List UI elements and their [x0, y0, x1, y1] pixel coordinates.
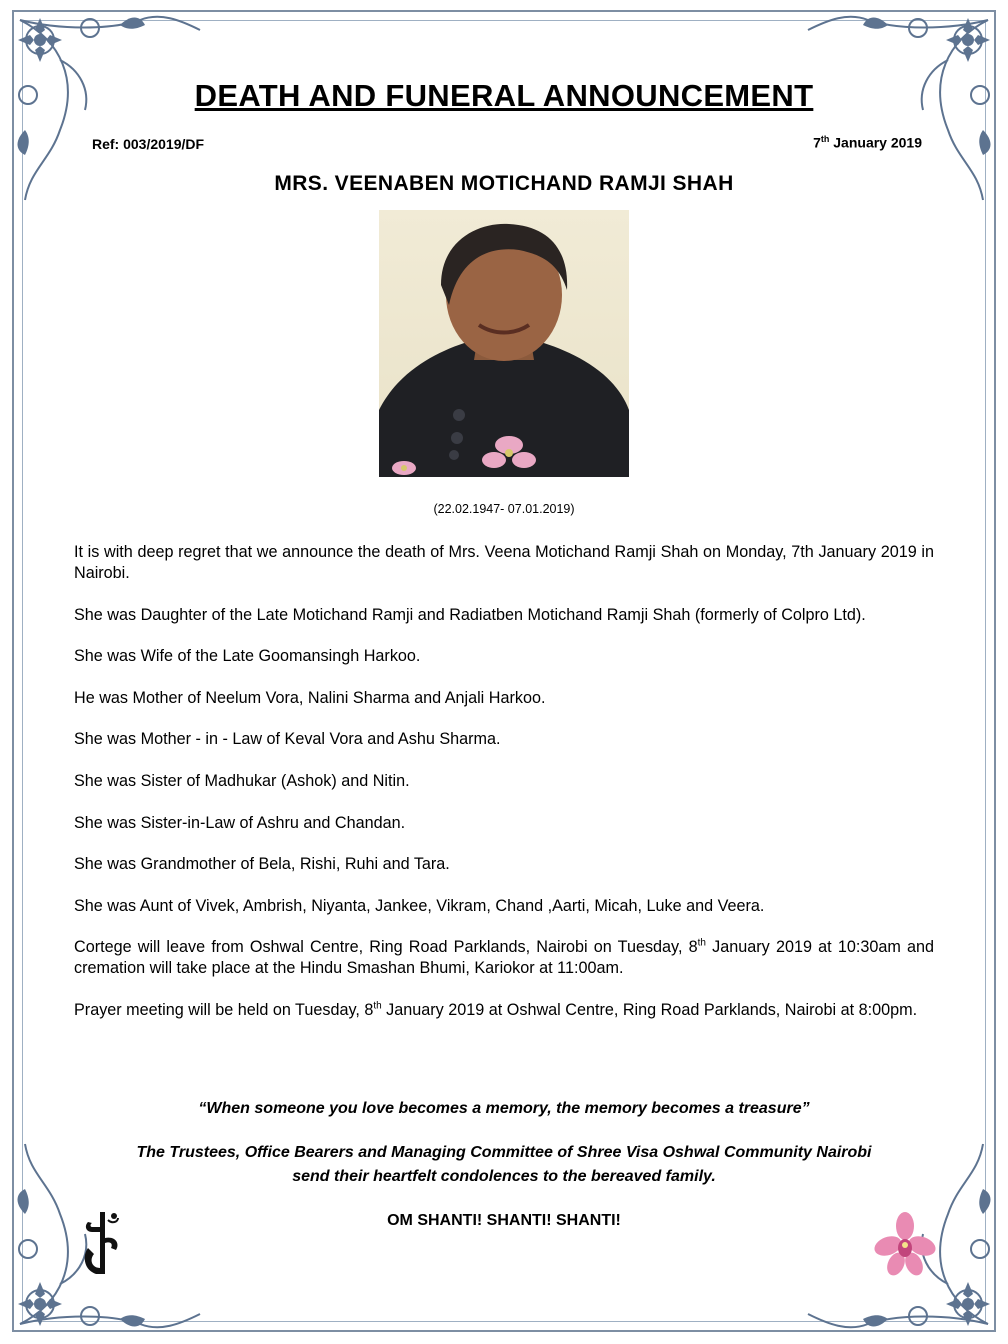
- date-suffix: th: [820, 134, 830, 144]
- paragraph-grandmother: She was Grandmother of Bela, Rishi, Ruhi and Tara.: [74, 855, 450, 874]
- paragraph-wife: She was Wife of the Late Goomansingh Harkoo.: [74, 647, 421, 666]
- date-day: 7: [813, 134, 821, 151]
- om-shanti: OM SHANTI! SHANTI! SHANTI!: [387, 1212, 621, 1229]
- cortege-sup: th: [697, 937, 706, 949]
- deceased-name: MRS. VEENABEN MOTICHAND RAMJI SHAH: [274, 172, 734, 195]
- cortege-text-a: Cortege will leave from Oshwal Centre, Ring Road Parklands, Nairobi on Tuesday, 8: [74, 938, 698, 957]
- condolence-message: [0, 1141, 1008, 1189]
- prayer-text-b: January 2019 at Oshwal Centre, Ring Road Parklands, Nairobi at 8:00pm.: [381, 1000, 918, 1019]
- announcement-body: [74, 542, 934, 1042]
- paragraph-daughter: She was Daughter of the Late Motichand Ramji and Radiatben Motichand Ramji Shah (formerly of Colpro Ltd).: [74, 605, 866, 624]
- condolence-line-2: send their heartfelt condolences to the bereaved family.: [292, 1168, 716, 1185]
- paragraph-sister: She was Sister of Madhukar (Ashok) and Nitin.: [74, 771, 410, 790]
- condolence-line-1: The Trustees, Office Bearers and Managing Committee of Shree Visa Oshwal Community Nairobi: [136, 1144, 872, 1161]
- life-dates: (22.02.1947- 07.01.2019): [433, 502, 575, 516]
- announcement-date: [813, 134, 922, 151]
- date-rest: January 2019: [829, 134, 922, 151]
- paragraph-mother-in-law: She was Mother - in - Law of Keval Vora and Ashu Sharma.: [74, 730, 501, 749]
- announcement-title: DEATH AND FUNERAL ANNOUNCEMENT: [194, 78, 814, 113]
- paragraph-sister-in-law: She was Sister-in-Law of Ashru and Chandan.: [74, 813, 406, 832]
- prayer-sup: th: [373, 1000, 382, 1012]
- paragraph-death-notice: It is with deep regret that we announce the death of Mrs. Veena Motichand Ramji Shah on Monday, 7th January 2019 in Nairobi.: [74, 543, 934, 582]
- portrait-image: [379, 210, 629, 477]
- paragraph-prayer-meeting: [74, 1000, 934, 1021]
- cortege-text-b: January 2019 at 10:30am and cremation will take place at the Hindu Smashan Bhumi, Kariokor at 11:00am.: [74, 938, 934, 978]
- paragraph-cortege: [74, 937, 934, 979]
- orchid-icon: [874, 1212, 936, 1278]
- jain-symbol-icon: [80, 1208, 122, 1282]
- memorial-quote: “When someone you love becomes a memory, the memory becomes a treasure”: [198, 1100, 810, 1117]
- prayer-text-a: Prayer meeting will be held on Tuesday, 8: [74, 1000, 374, 1019]
- reference-number: Ref: 003/2019/DF: [92, 136, 205, 152]
- deceased-photo: [379, 210, 629, 477]
- paragraph-mother: He was Mother of Neelum Vora, Nalini Sharma and Anjali Harkoo.: [74, 688, 546, 707]
- paragraph-aunt: She was Aunt of Vivek, Ambrish, Niyanta, Jankee, Vikram, Chand ,Aarti, Micah, Luke and Veera.: [74, 896, 765, 915]
